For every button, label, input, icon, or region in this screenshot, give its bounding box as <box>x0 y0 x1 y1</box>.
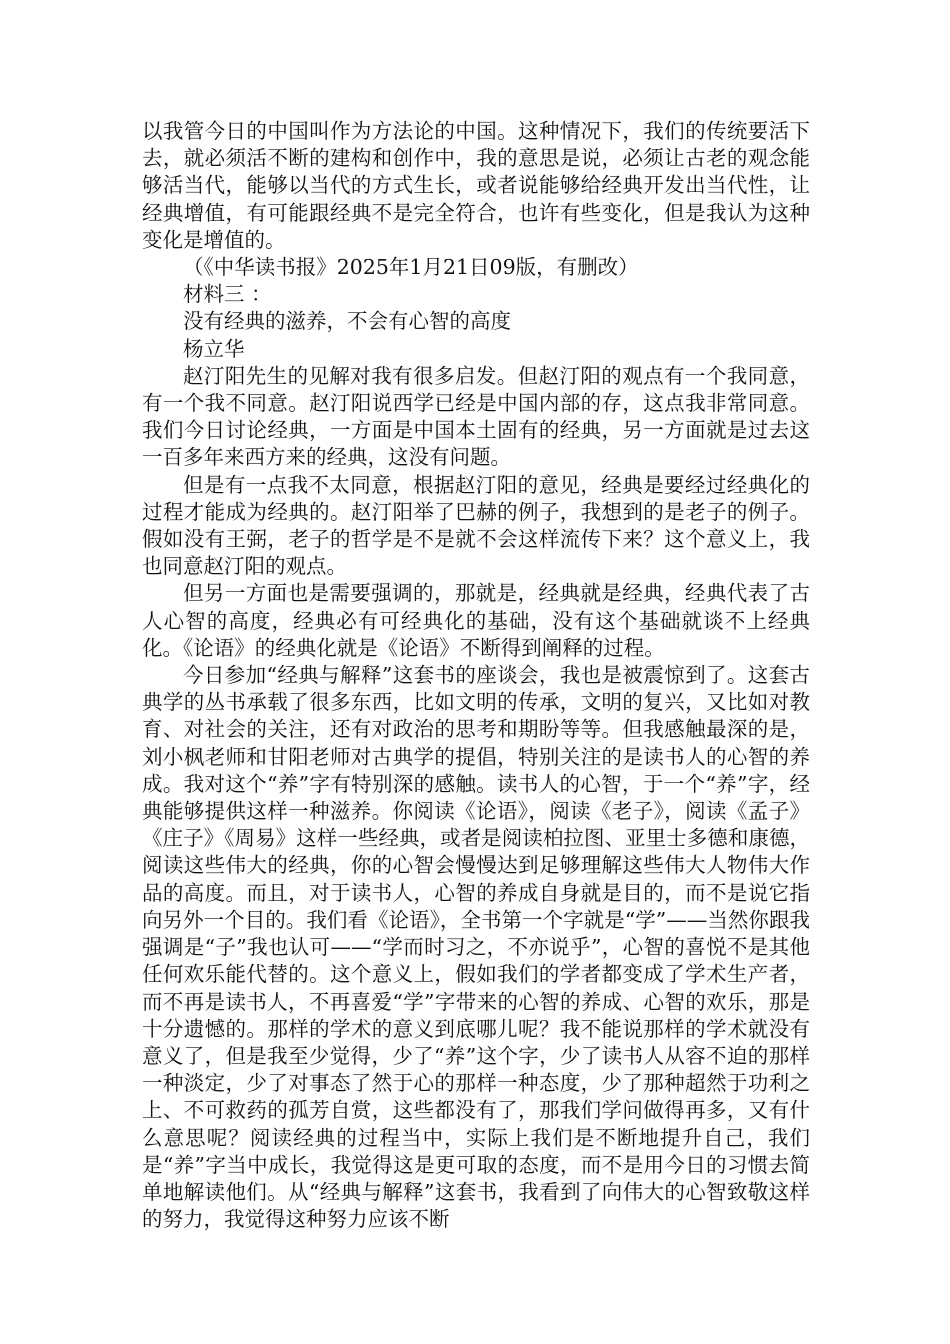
body-paragraph-2: 但是有一点我不太同意，根据赵汀阳的意见，经典是要经过经典化的过程才能成为经典的。赵汀阳举了巴赫的例子，我想到的是老子的例子。假如没有王弼，老子的哲学是不是就不会这样流传下来？这个意义上，我也同意赵汀阳的观点。 <box>142 472 810 579</box>
intro-paragraph: 以我管今日的中国叫作为方法论的中国。这种情况下，我们的传统要活下去，就必须活不断的建构和创作中，我的意思是说，必须让古老的观念能够活当代，能够以当代的方式生长，或者说能够给经典开发出当代性，让经典增值，有可能跟经典不是完全符合，也许有些变化，但是我认为这种变化是增值的。 <box>142 119 810 252</box>
article-author: 杨立华 <box>183 336 245 361</box>
article-title: 没有经典的滋养，不会有心智的高度 <box>183 309 511 334</box>
source-citation: （《中华读书报》2025年1月21日09版，有删改） <box>183 255 639 280</box>
document-page <box>142 118 810 1233</box>
body-paragraph-1: 赵汀阳先生的见解对我有很多启发。但赵汀阳的观点有一个我同意，有一个我不同意。赵汀阳说西学已经是中国内部的存，这点我非常同意。我们今日讨论经典，一方面是中国本土固有的经典，另一方面就是过去这一百多年来西方来的经典，这没有问题。 <box>142 363 810 470</box>
material-label: 材料三 ： <box>183 282 272 307</box>
body-paragraph-4: 今日参加“经典与解释”这套书的座谈会，我也是被震惊到了。这套古典学的丛书承载了很多东西，比如文明的传承，文明的复兴，又比如对教育、对社会的关注，还有对政治的思考和期盼等等。但我感触最深的是，刘小枫老师和甘阳老师对古典学的提倡，特别关注的是读书人的心智的养成。我对这个“养”字有特别深的感触。读书人的心智，于一个“养”字，经典能够提供这样一种滋养。你阅读《论语》，阅读《老子》，阅读《孟子》《庄子》《周易》这样一些经典，或者是阅读柏拉图、亚里士多德和康德，阅读这些伟大的经典，你的心智会慢慢达到足够理解这些伟大人物伟大作品的高度。而且，对于读书人，心智的养成自身就是目的，而不是说它指向另外一个目的。我们看《论语》，全书第一个字就是“学”——当然你跟我强调是“子”我也认可——“学而时习之，不亦说乎”，心智的喜悦不是其他任何欢乐能代替的。这个意义上，假如我们的学者都变成了学术生产者，而不再是读书人，不再喜爱“学”字带来的心智的养成、心智的欢乐，那是十分遗憾的。那样的学术的意义到底哪儿呢？我不能说那样的学术就没有意义了，但是我至少觉得，少了“养”这个字，少了读书人从容不迫的那样一种淡定，少了对事态了然于心的那样一种态度，少了那种超然于功利之上、不可救药的孤芳自赏，这些都没有了，那我们学问做得再多，又有什么意思呢？阅读经典的过程当中，实际上我们是不断地提升自己，我们是“养”字当中成长，我觉得这是更可取的态度，而不是用今日的习惯去简单地解读他们。从“经典与解释”这套书，我看到了向伟大的心智致敬这样的努力，我觉得这种努力应该不断 <box>142 663 810 1232</box>
body-paragraph-3: 但另一方面也是需要强调的，那就是，经典就是经典，经典代表了古人心智的高度，经典必有可经典化的基础，没有这个基础就谈不上经典化。《论语》的经典化就是《论语》不断得到阐释的过程。 <box>142 581 810 660</box>
